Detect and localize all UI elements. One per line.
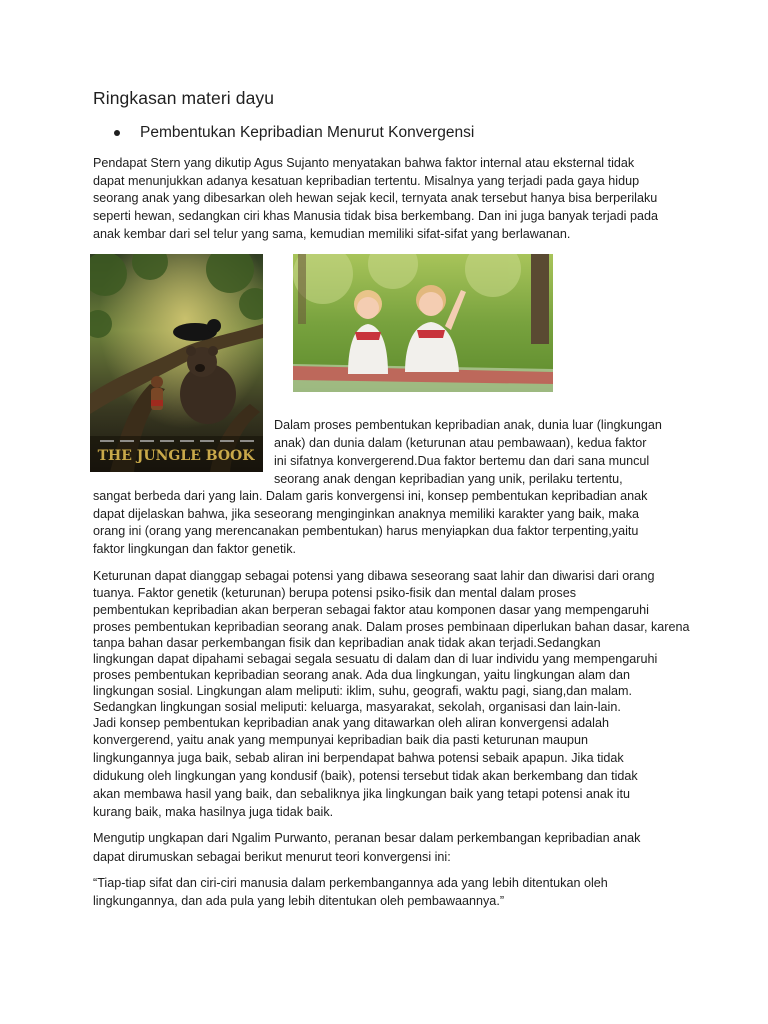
text-line: proses pembentukan kepribadian seorang anak. Dalam proses pembinaan diperlukan bahan dasar, karena — [93, 620, 690, 634]
text-line: sangat berbeda dari yang lain. Dalam garis konvergensi ini, konsep pembentukan kepribadian anak — [93, 489, 648, 503]
text-line: “Tiap-tiap sifat dan ciri-ciri manusia dalam perkembangannya ada yang lebih ditentukan oleh — [93, 876, 608, 890]
text-line: Sedangkan lingkungan sosial meliputi: keluarga, masyarakat, sekolah, organisasi dan lain-lain. — [93, 700, 621, 714]
twin-girls-photo — [293, 254, 553, 392]
text-line: orang ini (orang yang merencanakan pembentukan) harus menyiapkan dua faktor terpenting,yaitu — [93, 524, 639, 538]
text-line: Pendapat Stern yang dikutip Agus Sujanto menyatakan bahwa faktor internal atau eksternal tidak — [93, 156, 635, 170]
text-line: lingkungannya juga baik, sebab aliran ini berpendapat bahwa potensi sebaik apapun. Jika tidak — [93, 751, 624, 765]
text-line: seorang anak yang dibesarkan oleh hewan sejak kecil, ternyata anak tersebut hanya bisa berperilaku — [93, 191, 658, 205]
text-line: seperti hewan, sedangkan ciri khas Manusia tidak bisa berkembang. Dan ini juga banyak terjadi pada — [93, 209, 658, 223]
text-line: tuanya. Faktor genetik (keturunan) berupa potensi psiko-fisik dan mental dalam proses — [93, 586, 577, 600]
bullet-icon — [114, 130, 120, 136]
text-line: seorang anak dengan kepribadian yang unik, perilaku tertentu, — [274, 472, 623, 486]
text-line: Mengutip ungkapan dari Ngalim Purwanto, peranan besar dalam perkembangan kepribadian anak — [93, 831, 641, 845]
text-line: Keturunan dapat dianggap sebagai potensi yang dibawa seseorang saat lahir dan diwarisi dari orang — [93, 569, 655, 583]
text-line: dapat dirumuskan sebagai berikut menurut teori konvergensi ini: — [93, 850, 451, 864]
text-line: anak) dan dunia dalam (keturunan atau pembawaan), kedua faktor — [274, 436, 647, 450]
text-line: akan membawa hasil yang baik, dan sebaliknya jika lingkungan baik yang tetapi potensi anak itu — [93, 787, 630, 801]
text-line: proses pembentukan kepribadian seorang anak. Ada dua lingkungan, yaitu lingkungan alam dan — [93, 668, 631, 682]
text-line: lingkungannya, dan ada pula yang lebih ditentukan oleh pembawaannya.” — [93, 894, 505, 908]
document-title: Ringkasan materi dayu — [93, 88, 275, 108]
text-line: didukung oleh lingkungan yang kondusif (baik), potensi tersebut tidak akan berkembang dan tidak — [93, 769, 638, 783]
text-line: ini sifatnya konvergerend.Dua faktor bertemu dan dari sana muncul — [274, 454, 650, 468]
text-line: pembentukan kepribadian akan berperan sebagai faktor atau komponen dasar yang mempengaruhi — [93, 603, 649, 617]
text-line: Jadi konsep pembentukan kepribadian anak yang ditawarkan oleh aliran konvergensi adalah — [93, 716, 609, 730]
text-line: kurang baik, maka hasilnya juga tidak baik. — [93, 805, 334, 819]
text-line: anak kembar dari sel telur yang sama, kemudian memiliki sifat-sifat yang berlawanan. — [93, 227, 571, 241]
text-line: lingkungan sosial. Lingkungan alam meliputi: iklim, suhu, geografi, waktu pagi, siang,dan malam. — [93, 684, 633, 698]
poster-title: THE JUNGLE BOOK — [97, 448, 255, 464]
poster-illustration — [90, 254, 263, 472]
text-line: tanpa bahan dasar perkembangan fisik dan kepribadian anak tidak akan terjadi.Sedangkan — [93, 636, 601, 650]
text-line: Dalam proses pembentukan kepribadian anak, dunia luar (lingkungan — [274, 418, 662, 432]
bullet-heading-text: Pembentukan Kepribadian Menurut Konvergensi — [140, 124, 475, 141]
text-line: dapat dijelaskan bahwa, jika seseorang menginginkan anaknya memiliki karakter yang baik, maka — [93, 507, 640, 521]
text-line: lingkungan dapat dipahami sebagai segala sesuatu di dalam dan di luar individu yang mempengaruhi — [93, 652, 658, 666]
text-line: konvergerend, yaitu anak yang mempunyai kepribadian baik dia pasti keturunan maupun — [93, 733, 588, 747]
text-line: dapat menunjukkan adanya kesatuan kepribadian tertentu. Misalnya yang terjadi pada gaya hidup — [93, 174, 640, 188]
jungle-book-poster-image — [90, 254, 263, 472]
text-line: faktor lingkungan dan faktor genetik. — [93, 542, 297, 556]
photo-illustration — [293, 254, 553, 392]
